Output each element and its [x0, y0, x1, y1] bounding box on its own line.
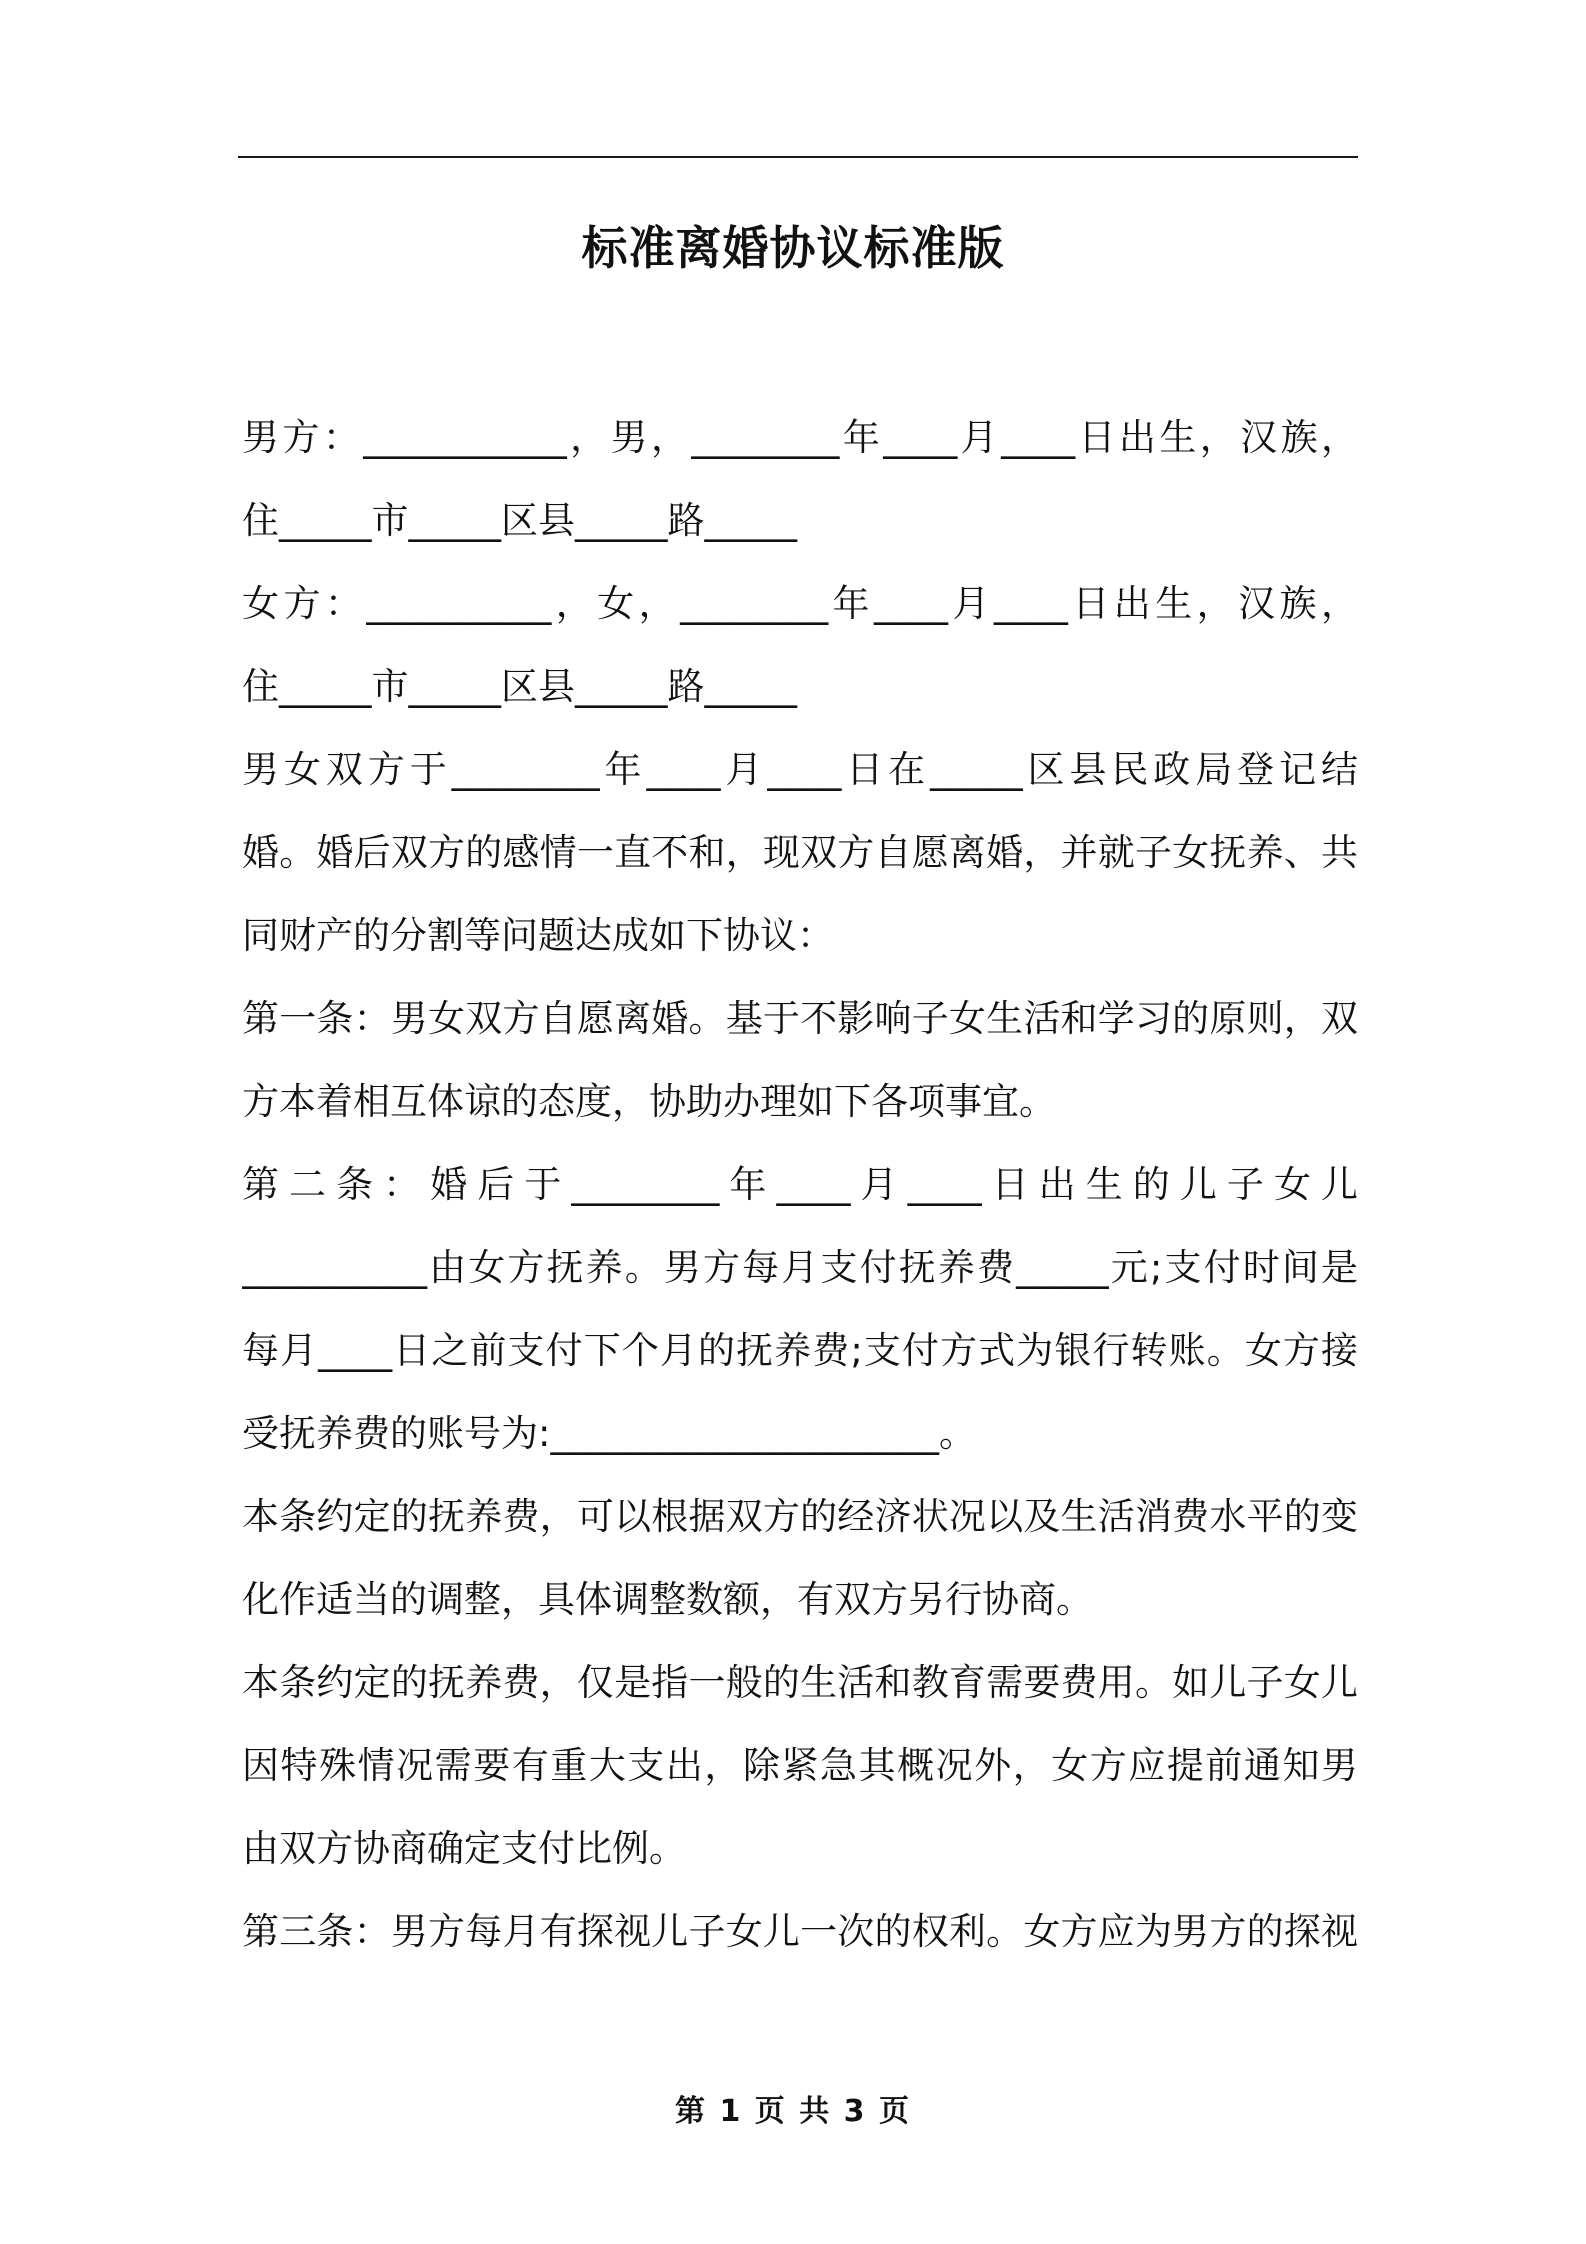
- body-line: 同财产的分割等问题达成如下协议：: [242, 914, 834, 957]
- body-line: 化作适当的调整，具体调整数额，有双方另行协商。: [242, 1578, 1093, 1621]
- body-line: 住_____市_____区县_____路_____: [242, 499, 797, 542]
- body-line: 第二条：婚后于________年____月____日出生的儿子女儿: [242, 1163, 1358, 1206]
- body-line: 男女双方于________年____月____日在_____区县民政局登记结: [242, 748, 1358, 791]
- page-number-footer: 第 1 页 共 3 页: [675, 2094, 911, 2129]
- body-line: 本条约定的抚养费，可以根据双方的经济状况以及生活消费水平的变: [242, 1495, 1358, 1538]
- document-title: 标准离婚协议标准版: [581, 221, 1005, 275]
- body-line: __________由女方抚养。男方每月支付抚养费_____元;支付时间是: [242, 1246, 1358, 1289]
- body-line: 第一条：男女双方自愿离婚。基于不影响子女生活和学习的原则，双: [242, 997, 1358, 1040]
- body-line: 第三条：男方每月有探视儿子女儿一次的权利。女方应为男方的探视: [242, 1910, 1358, 1953]
- body-line: 因特殊情况需要有重大支出，除紧急其概况外，女方应提前通知男: [242, 1744, 1358, 1787]
- body-line: 方本着相互体谅的态度，协助办理如下各项事宜。: [242, 1080, 1056, 1123]
- body-line: 每月____日之前支付下个月的抚养费;支付方式为银行转账。女方接: [242, 1329, 1358, 1372]
- body-line: 住_____市_____区县_____路_____: [242, 665, 797, 708]
- body-line: 本条约定的抚养费，仅是指一般的生活和教育需要费用。如儿子女儿: [242, 1661, 1358, 1704]
- body-line: 女方：__________，女，________年____月____日出生，汉族，: [242, 582, 1358, 625]
- body-line: 受抚养费的账号为:_____________________。: [242, 1412, 976, 1455]
- document-body: [242, 396, 1358, 1973]
- body-line: 男方：___________，男，________年____月____日出生，汉族，: [242, 416, 1358, 459]
- header-divider: [238, 156, 1358, 158]
- body-line: 由双方协商确定支付比例。: [242, 1827, 686, 1870]
- body-line: 婚。婚后双方的感情一直不和，现双方自愿离婚，并就子女抚养、共: [242, 831, 1358, 874]
